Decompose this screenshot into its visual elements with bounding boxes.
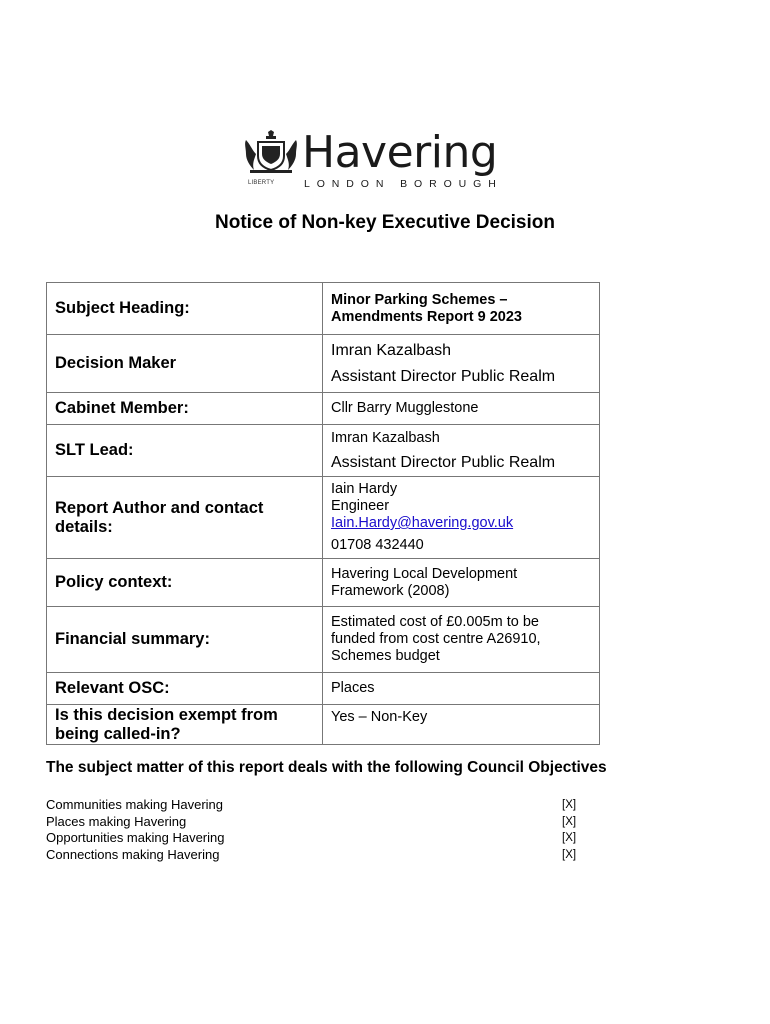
decision-details-table (46, 282, 600, 745)
crest-motto: LIBERTY (248, 180, 275, 186)
table-row (47, 705, 600, 745)
page-title: Notice of Non-key Executive Decision (215, 212, 555, 233)
objectives-list (46, 797, 586, 863)
table-row (47, 335, 600, 393)
cabinet-member-label: Cabinet Member: (47, 393, 323, 425)
objective-label: Places making Havering (46, 813, 187, 829)
author-name: Iain Hardy (331, 481, 398, 497)
list-item (46, 814, 586, 831)
table-row (47, 393, 600, 425)
table-row (47, 425, 600, 477)
author-phone: 01708 432440 (331, 537, 424, 553)
exempt-label: Is this decision exempt from being called-in? (47, 705, 323, 745)
logo-subtitle: LONDON BOROUGH (304, 178, 503, 190)
havering-logo (240, 126, 530, 194)
policy-context-value: Havering Local Development Framework (2008) (323, 559, 600, 607)
report-author-label: Report Author and contact details: (47, 477, 323, 559)
report-author-value (323, 477, 600, 559)
subject-heading-value: Minor Parking Schemes – Amendments Report 9 2023 (323, 283, 600, 335)
relevant-osc-label: Relevant OSC: (47, 673, 323, 705)
borough-crest-icon (244, 130, 298, 182)
subject-heading-label: Subject Heading: (47, 283, 323, 335)
logo-wordmark: Havering (302, 127, 498, 178)
slt-lead-label: SLT Lead: (47, 425, 323, 477)
decision-maker-value: Imran Kazalbash Assistant Director Public Realm (323, 335, 600, 393)
objective-mark: [X] (562, 815, 577, 828)
list-item (46, 797, 586, 814)
cabinet-member-value: Cllr Barry Mugglestone (323, 393, 600, 425)
financial-summary-label: Financial summary: (47, 607, 323, 673)
exempt-value: Yes – Non-Key (323, 705, 600, 745)
table-row (47, 477, 600, 559)
author-role: Engineer (331, 498, 390, 514)
objectives-heading: The subject matter of this report deals with the following Council Objectives (46, 759, 607, 776)
list-item (46, 830, 586, 847)
author-email-link[interactable]: Iain.Hardy@havering.gov.uk (331, 515, 514, 531)
table-row (47, 559, 600, 607)
table-row (47, 283, 600, 335)
objective-mark: [X] (562, 832, 577, 844)
objective-label: Connections making Havering (46, 846, 220, 862)
slt-lead-value: Imran Kazalbash Assistant Director Public Realm (323, 425, 600, 477)
table-row (47, 673, 600, 705)
policy-context-label: Policy context: (47, 559, 323, 607)
objective-mark: [X] (562, 799, 577, 811)
decision-maker-label: Decision Maker (47, 335, 323, 393)
table-row (47, 607, 600, 673)
objective-label: Communities making Havering (46, 797, 224, 812)
objective-mark: [X] (562, 848, 577, 861)
financial-summary-value: Estimated cost of £0.005m to be funded from cost centre A26910, Schemes budget (323, 607, 600, 673)
relevant-osc-value: Places (323, 673, 600, 705)
objective-label: Opportunities making Havering (46, 830, 225, 845)
list-item (46, 847, 586, 864)
